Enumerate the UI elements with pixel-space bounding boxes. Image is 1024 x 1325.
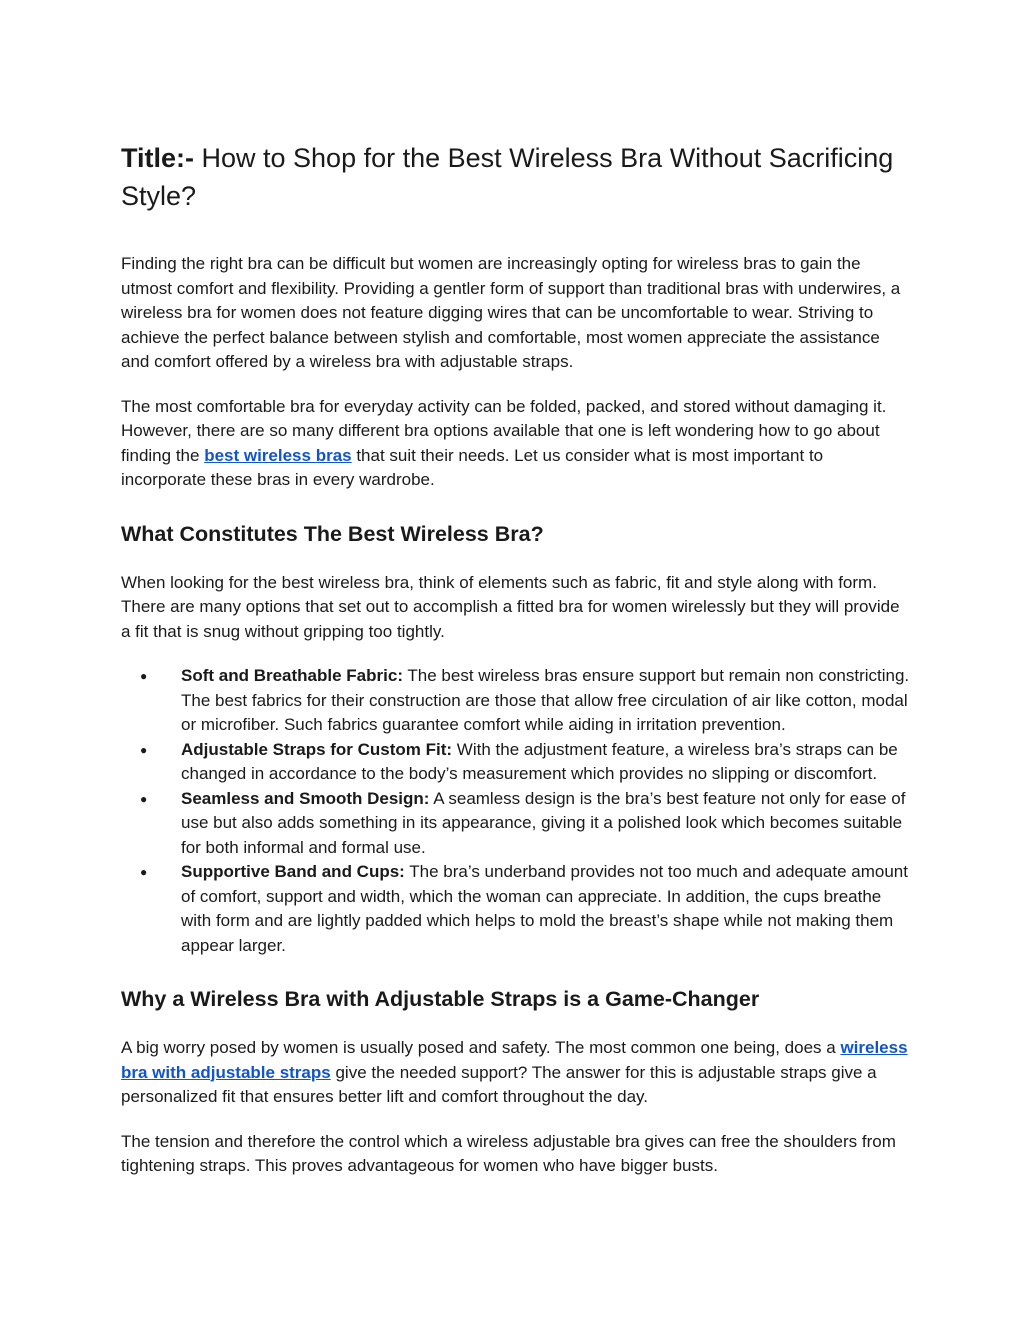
list-item-text: With the adjustment feature, a wireless bra’s straps can be changed in accordance to the body’s measurement which provides no slipping or discomfort. — [181, 739, 898, 783]
wireless-bra-adjustable-straps-link[interactable]: wireless bra with adjustable straps — [121, 1038, 908, 1082]
bullet-icon: ● — [140, 669, 148, 683]
list-item — [121, 787, 911, 861]
bullet-icon: ● — [140, 791, 148, 806]
document-title — [121, 139, 911, 215]
list-item-label: Adjustable Straps for Custom Fit: — [181, 739, 453, 759]
best-wireless-bras-link[interactable]: best wireless bras — [204, 445, 352, 465]
list-item-label: Supportive Band and Cups: — [181, 862, 405, 881]
intro-paragraph-2 — [121, 395, 911, 493]
list-item — [121, 860, 911, 958]
section2-paragraph-1 — [121, 1036, 911, 1110]
bullet-icon: ● — [140, 742, 148, 757]
list-item-text: The bra’s underband provides not too much and adequate amount of comfort, support and width, which the woman can appreciate. In addition, the cups breathe with form and are lightly padded which helps to mold the breast’s shape while not making them appear larger. — [181, 862, 908, 955]
list-item-text: A seamless design is the bra’s best feature not only for ease of use but also adds something in its appearance, giving it a polished look which becomes suitable for both informal and formal use. — [181, 788, 906, 857]
bullet-icon: ● — [140, 865, 148, 879]
intro-paragraph-2-text-before: The most comfortable bra for everyday activity can be folded, packed, and stored without damaging it. However, there are so many different bra options available that one is left wondering how to go about finding the — [121, 396, 887, 465]
intro-paragraph-2-text-after: that suit their needs. Let us consider what is most important to incorporate these bras in every wardrobe. — [121, 445, 824, 489]
list-item-label: Seamless and Smooth Design: — [181, 788, 430, 808]
list-item-text: The best wireless bras ensure support but remain non constricting. The best fabrics for their construction are those that allow free circulation of air like cotton, modal or microfiber. Such fabrics guarantee comfort while aiding in irritation prevention. — [181, 666, 910, 734]
section-heading-adjustable-straps: Why a Wireless Bra with Adjustable Straps is a Game-Changer — [121, 987, 760, 1011]
section-heading-best-wireless-bra: What Constitutes The Best Wireless Bra? — [121, 521, 544, 546]
feature-list — [121, 664, 911, 958]
list-item — [121, 664, 911, 738]
document-page — [121, 139, 911, 1199]
section2-paragraph-1-text-after: give the needed support? The answer for this is adjustable straps give a personalized fit that ensures better lift and comfort throughout the day. — [121, 1062, 877, 1106]
title-text: How to Shop for the Best Wireless Bra Without Sacrificing Style? — [121, 143, 894, 211]
section1-intro-paragraph: When looking for the best wireless bra, think of elements such as fabric, fit and style along with form. There are many options that set out to accomplish a fitted bra for women wirelessly but they will provide a fit that is snug without gripping too tightly. — [121, 572, 900, 641]
list-item — [121, 738, 911, 787]
section2-paragraph-2: The tension and therefore the control which a wireless adjustable bra gives can free the shoulders from tightening straps. This proves advantageous for women who have bigger busts. — [121, 1131, 896, 1175]
intro-paragraph-1: Finding the right bra can be difficult but women are increasingly opting for wireless bras to gain the utmost comfort and flexibility. Providing a gentler form of support than traditional bras with underwires, a wireless bra for women does not feature digging wires that can be uncomfortable to wear. Striving to achieve the perfect balance between stylish and comfortable, most women appreciate the assistance and comfort offered by a wireless bra with adjustable straps. — [121, 254, 901, 371]
title-prefix: Title:- — [121, 143, 194, 173]
section2-paragraph-1-text-before: A big worry posed by women is usually posed and safety. The most common one being, does a — [121, 1038, 841, 1057]
list-item-label: Soft and Breathable Fabric: — [181, 666, 403, 685]
